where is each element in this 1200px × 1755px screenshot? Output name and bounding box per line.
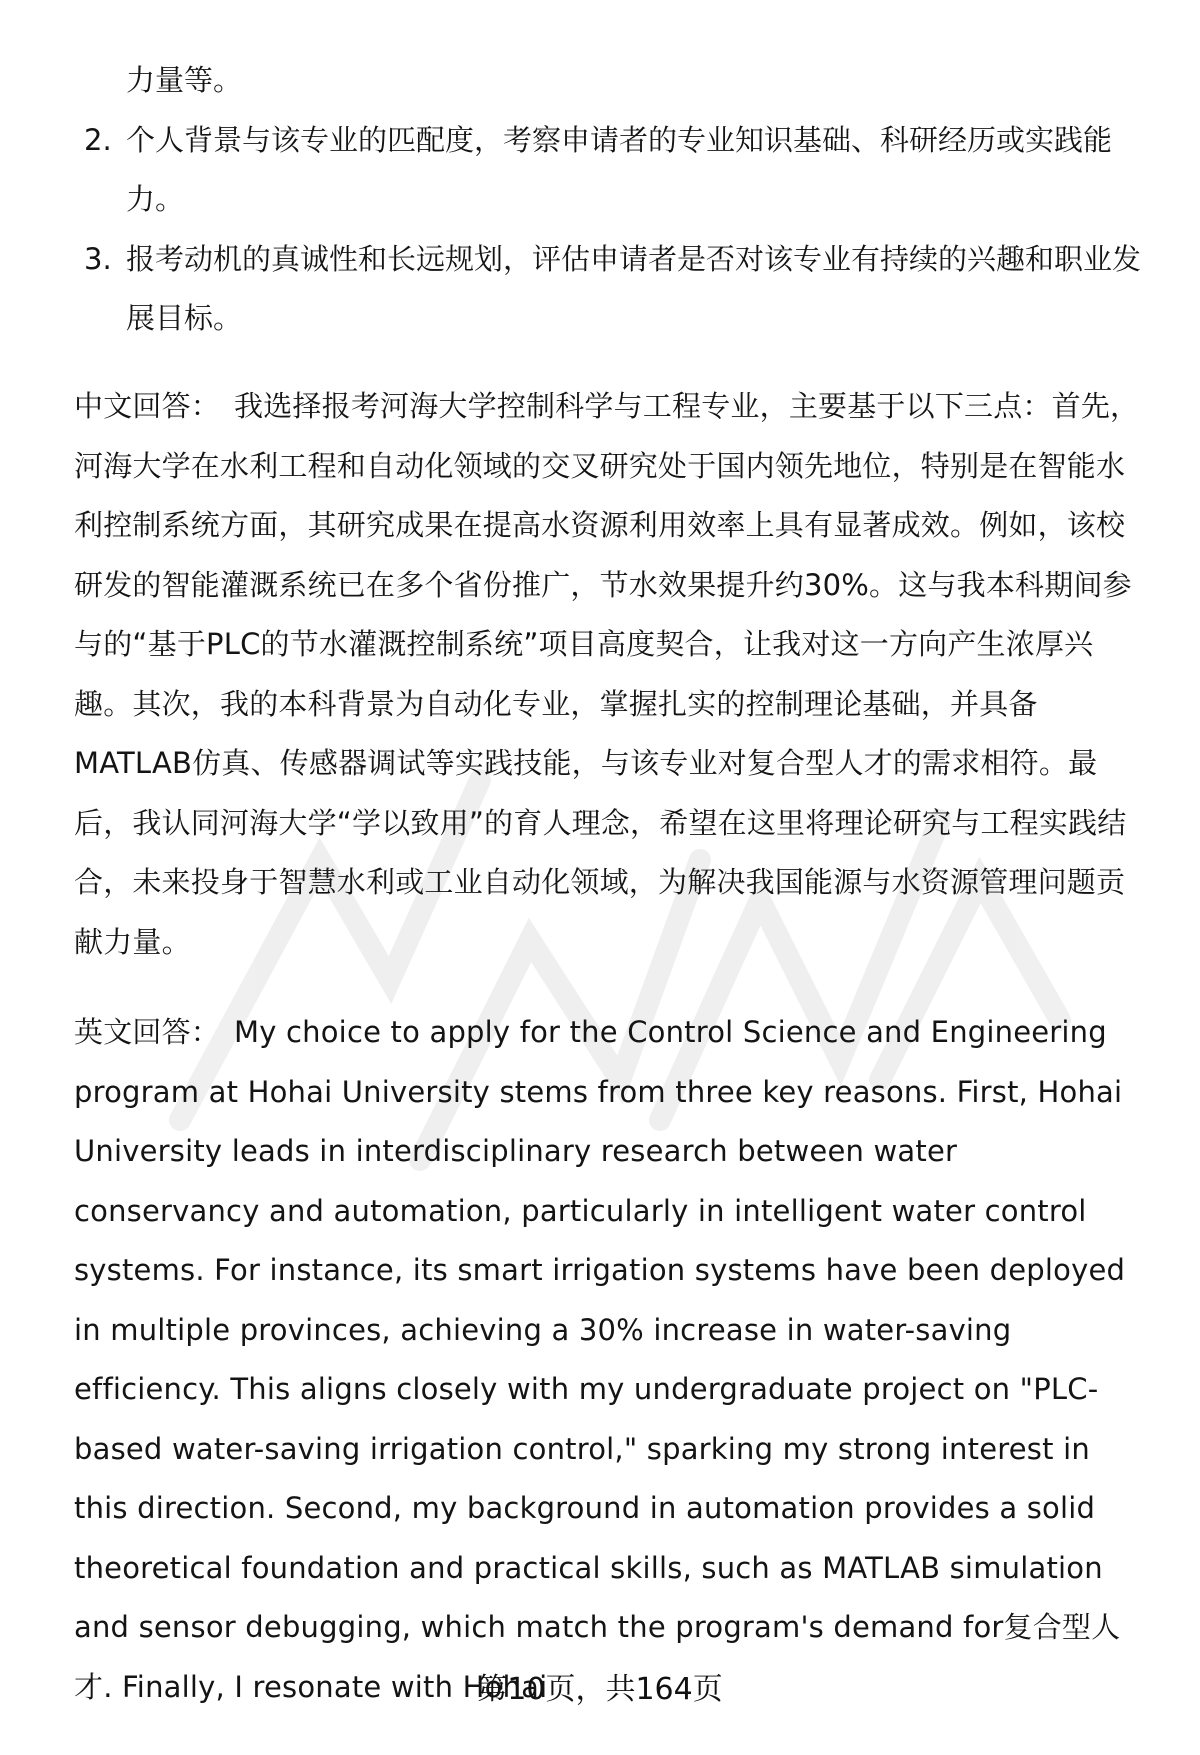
english-answer-paragraph bbox=[74, 1003, 1146, 1717]
list-item-number: 2. bbox=[84, 122, 112, 157]
list-item-continuation: 力量等。 bbox=[126, 63, 243, 97]
page-footer: 第10页，共164页 bbox=[477, 1672, 723, 1707]
list-item bbox=[74, 111, 1146, 230]
chinese-answer-label: 中文回答： bbox=[74, 389, 221, 423]
chinese-answer-text: 我选择报考河海大学控制科学与工程专业，主要基于以下三点：首先，河海大学在水利工程和自动化领域的交叉研究处于国内领先地位，特别是在智能水利控制系统方面，其研究成果在提高水资源利用效率上具有显著成效。例如，该校研发的智能灌溉系统已在多个省份推广，节水效果提升约30%。这与我本科期间参与的“基于PLC的节水灌溉控制系统”项目高度契合，让我对这一方向产生浓厚兴趣。其次，我的本科背景为自动化专业，掌握扎实的控制理论基础，并具备MATLAB仿真、传感器调试等实践技能，与该专业对复合型人才的需求相符。最后，我认同河海大学“学以致用”的育人理念，希望在这里将理论研究与工程实践结合，未来投身于智慧水利或工业自动化领域，为解决我国能源与水资源管理问题贡献力量。 bbox=[74, 389, 1140, 959]
list-item-text: 报考动机的真诚性和长远规划，评估申请者是否对该专业有持续的兴趣和职业发展目标。 bbox=[126, 241, 1142, 335]
chinese-answer-paragraph bbox=[74, 377, 1146, 972]
list-item bbox=[74, 230, 1146, 349]
english-answer-text: My choice to apply for the Control Science and Engineering program at Hohai University stems from three key reasons. First, Hohai University leads in interdisciplinary research between water conservancy and automation, particularly in intelligent water control systems. For instance, its smart irrigation systems have been deployed in multiple provinces, achieving a 30% increase in water-saving efficiency. This aligns closely with my undergraduate project on "PLC-based water-saving irrigation control," sparking my strong interest in this direction. Second, my background in automation provides a solid theoretical foundation and practical skills, such as MATLAB simulation and sensor debugging, which match the program's demand for复合型人才. Finally, I resonate with Hohai bbox=[74, 1015, 1126, 1704]
list-item-number: 3. bbox=[84, 241, 112, 276]
list-item-text: 个人背景与该专业的匹配度，考察申请者的专业知识基础、科研经历或实践能力。 bbox=[126, 122, 1113, 216]
criteria-list bbox=[74, 51, 1146, 349]
english-answer-label: 英文回答： bbox=[74, 1015, 221, 1049]
